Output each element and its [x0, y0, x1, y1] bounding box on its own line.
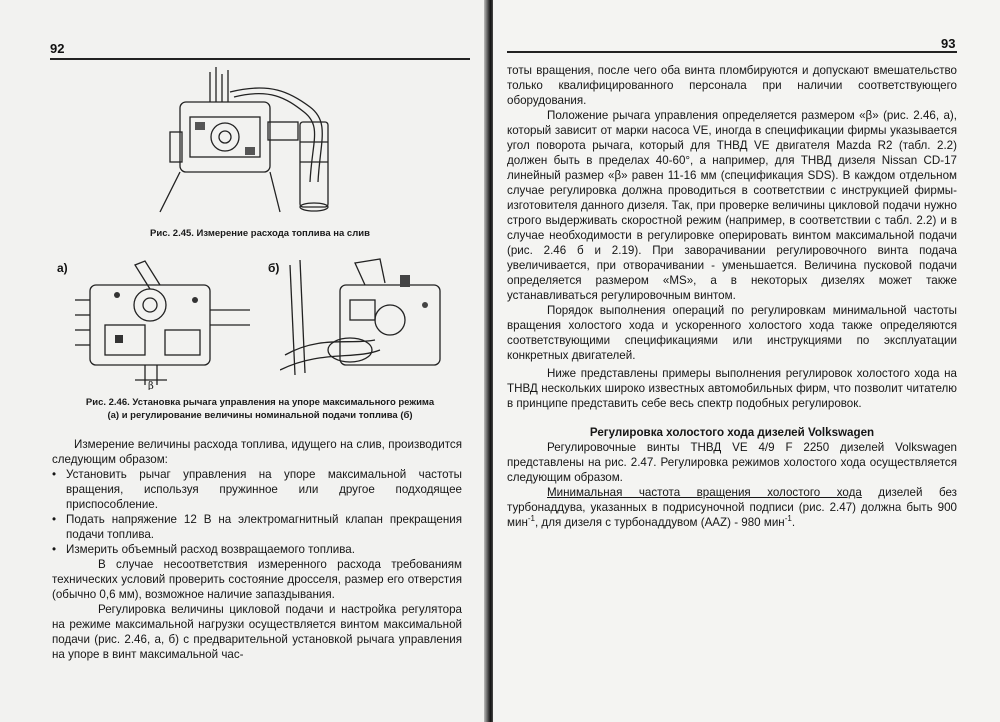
unit-superscript: -1 [527, 514, 535, 524]
lever-position-paragraph: Положение рычага управления определяется размером «β» (рис. 2.46, а), который зависит от марки насоса VE, иногда в спецификации фирмы указывается угол поворота рычага, который для ТНВД VE двигателя Mazda R2 (табл. 2.2) должен быть в пределах 40-60°, а например, для ТНВД дизеля Nissan CD-17 линейный размер «β» равен 11-16 мм (спецификация SDS). В каждом отдельном случае регулировка должна проводиться в соответствии с инструкцией фирмы-изготовителя данного дизеля. Так, при проверке величины цикловой подачи нужно строго выдерживать скоростной режим (например, в соответствии с табл. 2.2) и в случае необходимости в регулировке оперировать винтом максимальной подачи (рис. 2.46 б и 2.19). При заворачивании регулировочного винта подача увеличивается, при отворачивании - уменьшается. Величина пусковой подачи определяется размером «MS», а в некоторых дизелях может также устанавливаться регулировочным винтом. [507, 109, 957, 302]
min-idle-paragraph [507, 485, 957, 530]
min-idle-text-1: дизелей без турбонаддува, указанных в подрисуночной подписи (рис. 2.47) должна быть 900 мин [507, 486, 957, 529]
figure-2-46a-pump-lever-drawing [55, 255, 260, 390]
bullet-item: • Установить рычаг управления на упоре максимальной частоты вращения, используя пружинное или другое подходящее приспособление. [52, 467, 462, 512]
beta-label: β [148, 381, 154, 390]
mismatch-paragraph: В случае несоответствия измеренного расхода требованиям технических условий проверить состояние дросселя, размер его отверстия (обычно 0,6 мм), возможное наличие запаздывания. [52, 558, 462, 601]
page-number-right: 93 [941, 36, 956, 51]
header-rule [507, 51, 957, 53]
page-number-left: 92 [50, 41, 65, 56]
left-page [0, 0, 487, 722]
figure-2-46-label-b: б) [268, 261, 280, 275]
figure-2-46-caption-line1: Рис. 2.46. Установка рычага управления на упоре максимального режима [85, 397, 435, 408]
continuation-paragraph: тоты вращения, после чего оба винта пломбируются и допускают вмешательство только квалифицированного персонала при наличии соответствующего оборудования. [507, 64, 957, 107]
figure-2-45-caption: Рис. 2.45. Измерение расхода топлива на слив [150, 228, 370, 239]
figure-2-46-caption-line2: (а) и регулирование величины номинальной подачи топлива (б) [107, 410, 413, 421]
volkswagen-paragraph: Регулировочные винты ТНВД VE 4/9 F 2250 дизелей Volkswagen представлены на рис. 2.47. Регулировка режимов холостого хода осуществляется следующим образом. [507, 441, 957, 484]
operations-order-paragraph: Порядок выполнения операций по регулировкам минимальной частоты вращения холостого хода и ускоренного холостого хода также определяются соответствующими спецификациями или инструкциями по эксплуатации конкретных двигателей. [507, 304, 957, 362]
min-idle-term: Минимальная частота вращения холостого хода [547, 486, 862, 499]
right-body-text [507, 63, 957, 530]
figure-2-46-label-a: а) [57, 261, 68, 275]
header-rule [50, 58, 470, 60]
figure-2-46b-adjustment-photo [280, 255, 470, 390]
bullet-item: • Измерить объемный расход возвращаемого топлива. [52, 542, 462, 557]
min-idle-text-end: . [791, 516, 796, 529]
min-idle-text-2: , для дизеля с турбонаддувом (AAZ) - 980 мин [534, 516, 785, 529]
regulation-paragraph: Регулировка величины цикловой подачи и настройка регулятора на режиме максимальной нагрузки осуществляется винтом максимальной подачи (рис. 2.46, а, б) с предварительной установкой рычага управления на упоре в винт максимальной час- [52, 603, 462, 661]
left-body-text [52, 437, 462, 662]
intro-paragraph: Измерение величины расхода топлива, идущего на слив, производится следующим образом: [52, 438, 462, 466]
section-title-volkswagen: Регулировка холостого хода дизелей Volkswagen [589, 426, 875, 439]
procedure-bullet-list [52, 467, 462, 557]
examples-paragraph: Ниже представлены примеры выполнения регулировок холостого хода на ТНВД нескольких широко известных автомобильных фирм, что позволит читателю в принципе представить себе весь спектр подобных регулировок. [507, 367, 957, 410]
bullet-item: • Подать напряжение 12 В на электромагнитный клапан прекращения подачи топлива. [52, 512, 462, 542]
unit-superscript: -1 [784, 514, 792, 524]
right-page [493, 0, 1000, 722]
figure-2-45-fuel-drain-drawing [150, 62, 400, 220]
